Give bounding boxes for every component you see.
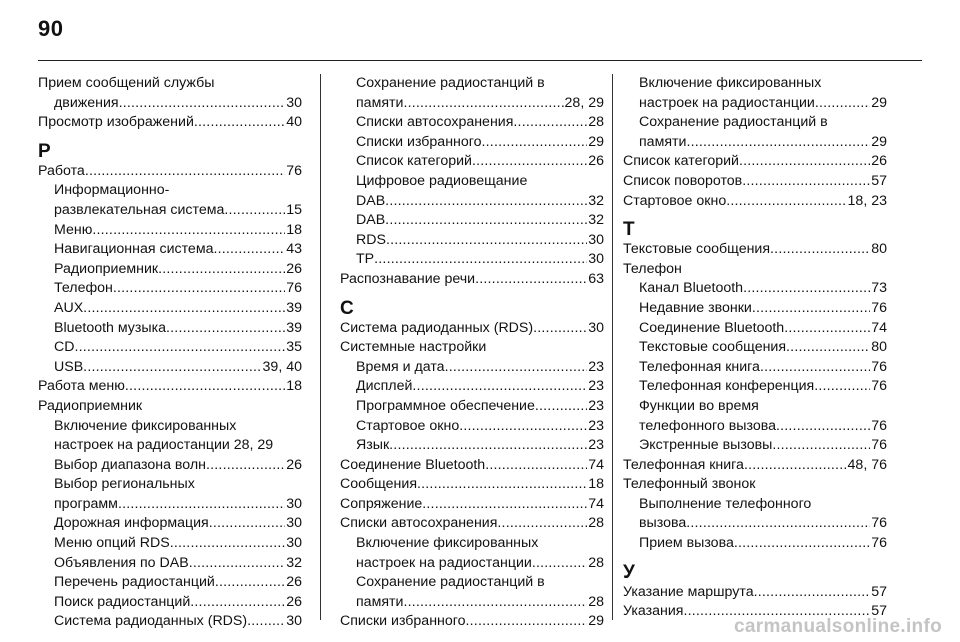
- entry-label: Телефонная конференция: [639, 378, 815, 395]
- index-subentry: [38, 612, 302, 632]
- page-reference: 15: [286, 201, 302, 218]
- page-reference: 28: [588, 593, 604, 610]
- entry-label: Телефонная книга: [639, 358, 760, 375]
- page-reference: 32: [588, 192, 604, 209]
- index-subentry-text: Сохранение радиостанций в: [356, 75, 545, 91]
- index-entry: [623, 152, 887, 172]
- dot-leader: [686, 514, 870, 534]
- entry-label: Телефон: [54, 280, 113, 297]
- page-reference: 80: [871, 339, 887, 356]
- page-reference: 29: [871, 94, 887, 111]
- dot-leader: [224, 201, 285, 221]
- entry-label: Списки избранного: [340, 613, 466, 630]
- dot-leader: [170, 534, 285, 554]
- watermark: carmanualsonline.info: [734, 616, 942, 637]
- dot-leader: [247, 612, 285, 632]
- page-reference: 26: [286, 593, 302, 610]
- dot-leader: [374, 250, 587, 270]
- page-reference: 28: [588, 554, 604, 571]
- index-subentry-text: настроек на радиостанции 28, 29: [54, 437, 274, 454]
- entry-label: Поиск радиостанций: [54, 593, 191, 610]
- section-letter: Т: [623, 219, 635, 241]
- page-reference: 26: [286, 260, 302, 277]
- entry-label: Радиоприемник: [54, 260, 159, 277]
- entry-label: Список категорий: [623, 153, 739, 170]
- page-reference: 28: [588, 515, 604, 532]
- entry-label: Программное обеспечение: [356, 397, 535, 414]
- page-reference: 30: [588, 231, 604, 248]
- entry-label: Соединение Bluetooth: [639, 319, 785, 336]
- index-subentry: [38, 456, 302, 476]
- index-subentry: [340, 417, 604, 437]
- dot-leader: [403, 593, 587, 613]
- section-letter: У: [623, 561, 635, 583]
- dot-leader: [535, 397, 587, 417]
- section-letter: С: [340, 297, 354, 319]
- dot-leader: [113, 279, 285, 299]
- index-subentry: [340, 397, 604, 417]
- dot-leader: [206, 456, 285, 476]
- page-reference: 63: [588, 270, 604, 287]
- page-reference: 76: [871, 437, 887, 454]
- entry-label: Время и дата: [356, 358, 445, 375]
- index-subentry: [340, 113, 604, 133]
- dot-leader: [734, 534, 870, 554]
- entry-label: Списки избранного: [356, 133, 482, 150]
- index-subentry: [623, 299, 887, 319]
- index-subentry: [340, 192, 604, 212]
- index-subentry: [623, 358, 887, 378]
- entry-label: Распознавание речи: [340, 270, 476, 287]
- dot-leader: [752, 299, 870, 319]
- dot-leader: [118, 495, 285, 515]
- index-subentry: [623, 94, 887, 114]
- page-reference: 39, 40: [262, 358, 302, 375]
- page-reference: 28: [588, 114, 604, 131]
- index-subentry: [340, 436, 604, 456]
- index-subentry: [623, 417, 887, 437]
- index-subentry: [340, 133, 604, 153]
- dot-leader: [85, 162, 285, 182]
- index-entry: [340, 475, 604, 495]
- dot-leader: [815, 94, 870, 114]
- dot-leader: [125, 377, 285, 397]
- page-reference: 23: [588, 417, 604, 434]
- page-reference: 29: [588, 133, 604, 150]
- index-subentry-text: Выбор региональных: [54, 476, 195, 493]
- page-reference: 40: [286, 114, 302, 131]
- index-subentry: [623, 319, 887, 339]
- index-column-3: [623, 74, 887, 622]
- page-reference: 48, 76: [847, 456, 887, 473]
- page-reference: 76: [286, 280, 302, 297]
- dot-leader: [760, 358, 870, 378]
- entry-label: Списки автосохранения: [356, 114, 514, 131]
- page-reference: 30: [286, 515, 302, 532]
- dot-leader: [742, 172, 870, 192]
- entry-label: Работа: [38, 162, 85, 179]
- index-subentry: [340, 152, 604, 172]
- page-reference: 76: [871, 378, 887, 395]
- page-reference: 76: [871, 299, 887, 316]
- page-reference: 57: [871, 603, 887, 620]
- page-reference: 23: [588, 397, 604, 414]
- index-subentry: [623, 338, 887, 358]
- entry-label: Указания: [623, 603, 684, 620]
- page-reference: 29: [588, 613, 604, 630]
- page-reference: 30: [286, 535, 302, 552]
- entry-label: DAB: [356, 192, 386, 209]
- index-entry: [340, 514, 604, 534]
- dot-leader: [532, 554, 587, 574]
- index-subentry-text: Функции во время: [639, 397, 759, 414]
- page-reference: 76: [871, 417, 887, 434]
- entry-label: Bluetooth музыка: [54, 319, 167, 336]
- page-reference: 30: [588, 319, 604, 336]
- dot-leader: [459, 417, 587, 437]
- index-subentry-text: Информационно-: [54, 182, 170, 199]
- index-subentry: [340, 593, 604, 613]
- index-subentry-text: Включение фиксированных: [54, 417, 237, 434]
- index-entry: [340, 495, 604, 515]
- index-subentry: [623, 279, 887, 299]
- entry-label: Сопряжение: [340, 495, 423, 512]
- entry-label: Текстовые сообщения: [623, 241, 771, 258]
- index-subentry: [38, 299, 302, 319]
- index-subentry: [623, 377, 887, 397]
- dot-leader: [194, 113, 285, 133]
- index-subentry: [340, 358, 604, 378]
- entry-label: Меню: [54, 221, 93, 238]
- dot-leader: [83, 299, 285, 319]
- index-entry: [623, 192, 887, 212]
- dot-leader: [412, 377, 587, 397]
- index-subentry: [38, 319, 302, 339]
- index-subentry: [340, 554, 604, 574]
- index-subentry: [38, 94, 302, 114]
- entry-label: TP: [356, 251, 375, 268]
- dot-leader: [215, 573, 285, 593]
- index-entry-text: Телефон: [623, 260, 682, 277]
- entry-label: CD: [54, 339, 75, 356]
- entry-label: памяти: [356, 593, 404, 610]
- entry-label: Экстренные вызовы: [639, 437, 773, 454]
- index-entry: [38, 113, 302, 133]
- index-subentry-text: Включение фиксированных: [639, 75, 822, 91]
- index-entry-text: Прием сообщений службы: [38, 75, 215, 91]
- page-reference: 32: [588, 212, 604, 229]
- index-subentry: [340, 94, 604, 114]
- page-reference: 30: [286, 613, 302, 630]
- dot-leader: [166, 319, 285, 339]
- dot-leader: [92, 221, 285, 241]
- entry-label: USB: [54, 358, 84, 375]
- dot-leader: [417, 475, 587, 495]
- entry-label: Просмотр изображений: [38, 114, 194, 131]
- page-reference: 26: [286, 456, 302, 473]
- dot-leader: [744, 456, 847, 476]
- entry-label: настроек на радиостанции: [639, 94, 815, 111]
- dot-leader: [533, 319, 587, 339]
- index-subentry: [38, 240, 302, 260]
- entry-label: Телефонная книга: [623, 456, 744, 473]
- page-reference: 23: [588, 437, 604, 454]
- page-reference: 35: [286, 339, 302, 356]
- index-entry-text: Телефонный звонок: [623, 476, 756, 493]
- entry-label: Списки автосохранения: [340, 515, 498, 532]
- dot-leader: [466, 612, 588, 632]
- entry-label: Навигационная система: [54, 241, 214, 258]
- index-subentry: [340, 377, 604, 397]
- page-reference: 30: [588, 251, 604, 268]
- header-rule: [38, 60, 922, 61]
- entry-label: памяти: [356, 94, 404, 111]
- entry-label: Недавние звонки: [639, 299, 752, 316]
- entry-label: Работа меню: [38, 378, 125, 395]
- dot-leader: [513, 113, 587, 133]
- index-column-1: [38, 74, 302, 632]
- page-reference: 30: [286, 495, 302, 512]
- dot-leader: [83, 358, 261, 378]
- dot-leader: [385, 192, 587, 212]
- dot-leader: [386, 231, 587, 251]
- index-subentry: [623, 436, 887, 456]
- page-reference: 74: [588, 495, 604, 512]
- page-reference: 74: [588, 456, 604, 473]
- entry-label: RDS: [356, 231, 386, 248]
- entry-label: Перечень радиостанций: [54, 574, 215, 591]
- index-entry: [623, 583, 887, 603]
- index-subentry: [38, 495, 302, 515]
- index-subentry-text: Включение фиксированных: [356, 535, 539, 552]
- entry-label: Прием вызова: [639, 535, 734, 552]
- entry-label: памяти: [639, 133, 687, 150]
- index-entry: [340, 456, 604, 476]
- dot-leader: [389, 436, 587, 456]
- dot-leader: [190, 593, 285, 613]
- page-reference: 43: [286, 241, 302, 258]
- dot-leader: [189, 554, 286, 574]
- index-entry: [340, 319, 604, 339]
- dot-leader: [743, 279, 870, 299]
- index-entry: [38, 162, 302, 182]
- page-reference: 80: [871, 241, 887, 258]
- page-reference: 29: [871, 133, 887, 150]
- dot-leader: [213, 240, 285, 260]
- index-entry: [623, 240, 887, 260]
- dot-leader: [475, 270, 587, 290]
- entry-label: Система радиоданных (RDS): [54, 613, 248, 630]
- index-subentry: [38, 514, 302, 534]
- page-reference: 23: [588, 378, 604, 395]
- page-reference: 76: [286, 162, 302, 179]
- entry-label: Сообщения: [340, 476, 417, 493]
- index-entry-text: Системные настройки: [340, 339, 487, 356]
- dot-leader: [786, 338, 870, 358]
- dot-leader: [119, 94, 286, 114]
- page-reference: 57: [871, 172, 887, 189]
- entry-label: Язык: [356, 437, 390, 454]
- dot-leader: [726, 192, 846, 212]
- dot-leader: [497, 514, 587, 534]
- index-subentry-text: Цифровое радиовещание: [356, 172, 528, 189]
- page-reference: 74: [871, 319, 887, 336]
- page-reference: 18: [286, 221, 302, 238]
- page-number: 90: [38, 16, 64, 41]
- entry-label: Система радиоданных (RDS): [340, 319, 534, 336]
- entry-label: Дорожная информация: [54, 515, 209, 532]
- page-reference: 26: [286, 574, 302, 591]
- entry-label: Выбор диапазона волн: [54, 456, 206, 473]
- dot-leader: [485, 456, 587, 476]
- page-reference: 18: [286, 378, 302, 395]
- index-subentry: [623, 534, 887, 554]
- dot-leader: [75, 338, 286, 358]
- dot-leader: [739, 152, 870, 172]
- page-reference: 76: [871, 358, 887, 375]
- index-subentry: [38, 338, 302, 358]
- page-reference: 39: [286, 319, 302, 336]
- column-divider: [320, 74, 321, 620]
- index-entry-text: Радиоприемник: [38, 397, 143, 414]
- entry-label: Дисплей: [356, 378, 413, 395]
- index-subentry: [340, 250, 604, 270]
- index-subentry-text: Выполнение телефонного: [639, 495, 812, 512]
- dot-leader: [770, 240, 870, 260]
- index-subentry: [38, 279, 302, 299]
- page-reference: 76: [871, 515, 887, 532]
- index-subentry: [38, 593, 302, 613]
- index-entry: [38, 377, 302, 397]
- index-subentry: [38, 201, 302, 221]
- entry-label: движения: [54, 94, 119, 111]
- index-subentry: [38, 573, 302, 593]
- index-subentry-text: Сохранение радиостанций в: [639, 114, 828, 131]
- section-letter: Р: [38, 140, 51, 162]
- page-reference: 39: [286, 299, 302, 316]
- entry-label: развлекательная система: [54, 201, 225, 218]
- index-subentry-text: Сохранение радиостанций в: [356, 574, 545, 591]
- entry-label: Объявления по DAB: [54, 554, 189, 571]
- index-entry: [340, 270, 604, 290]
- dot-leader: [472, 152, 587, 172]
- page-reference: 18: [588, 476, 604, 493]
- index-subentry: [38, 221, 302, 241]
- page-reference: 26: [588, 153, 604, 170]
- entry-label: вызова: [639, 515, 687, 532]
- entry-label: Список поворотов: [623, 172, 743, 189]
- entry-label: настроек на радиостанции: [356, 554, 532, 571]
- dot-leader: [445, 358, 588, 378]
- entry-label: Текстовые сообщения: [639, 339, 787, 356]
- page-reference: 28, 29: [564, 94, 604, 111]
- entry-label: Соединение Bluetooth: [340, 456, 486, 473]
- entry-label: Меню опций RDS: [54, 535, 170, 552]
- dot-leader: [686, 133, 870, 153]
- index-entry: [623, 456, 887, 476]
- entry-label: программ: [54, 495, 118, 512]
- dot-leader: [772, 436, 870, 456]
- index-subentry: [38, 554, 302, 574]
- dot-leader: [385, 211, 587, 231]
- dot-leader: [814, 377, 870, 397]
- dot-leader: [776, 417, 870, 437]
- dot-leader: [403, 94, 563, 114]
- dot-leader: [158, 260, 285, 280]
- entry-label: Указание маршрута: [623, 583, 754, 600]
- entry-label: AUX: [54, 299, 84, 316]
- index-subentry: [38, 260, 302, 280]
- index-entry: [340, 612, 604, 632]
- index-entry: [623, 172, 887, 192]
- index-subentry: [340, 231, 604, 251]
- index-subentry: [623, 514, 887, 534]
- page-reference: 18, 23: [847, 192, 887, 209]
- index-column-2: [340, 74, 604, 632]
- dot-leader: [422, 495, 587, 515]
- index-subentry: [38, 534, 302, 554]
- dot-leader: [209, 514, 286, 534]
- page-reference: 30: [286, 94, 302, 111]
- index-subentry: [38, 358, 302, 378]
- page-reference: 73: [871, 280, 887, 297]
- index-subentry: [623, 133, 887, 153]
- page-reference: 57: [871, 583, 887, 600]
- entry-label: телефонного вызова: [639, 417, 776, 434]
- index-subentry: [340, 211, 604, 231]
- column-divider: [612, 74, 613, 620]
- page-reference: 32: [286, 554, 302, 571]
- entry-label: Стартовое окно: [623, 192, 727, 209]
- entry-label: Список категорий: [356, 153, 472, 170]
- entry-label: Канал Bluetooth: [639, 280, 744, 297]
- page-reference: 23: [588, 358, 604, 375]
- entry-label: Стартовое окно: [356, 417, 460, 434]
- entry-label: DAB: [356, 212, 386, 229]
- page-reference: 76: [871, 535, 887, 552]
- dot-leader: [482, 133, 588, 153]
- page-reference: 26: [871, 153, 887, 170]
- dot-leader: [754, 583, 871, 603]
- dot-leader: [784, 319, 870, 339]
